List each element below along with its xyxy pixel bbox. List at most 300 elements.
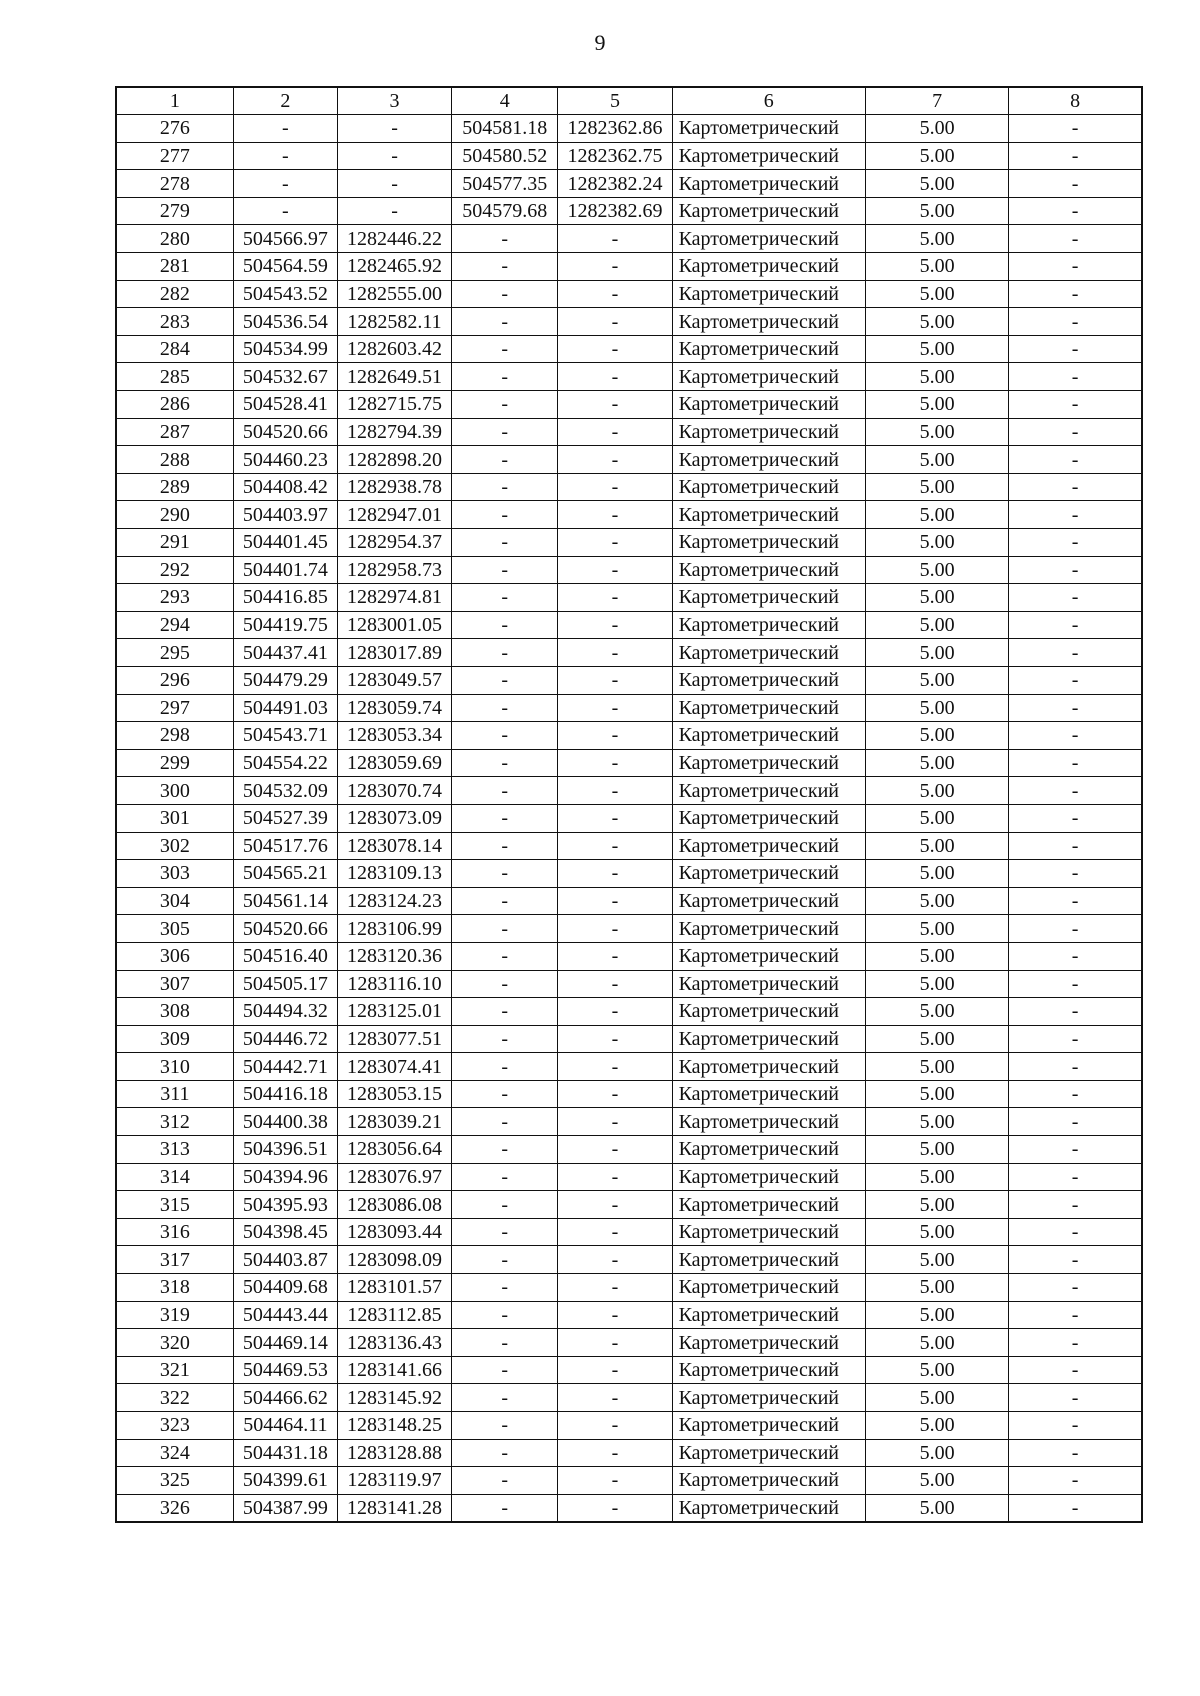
- cell-new-y: -: [558, 308, 672, 336]
- cell-existing-x: 504396.51: [233, 1136, 337, 1164]
- cell-existing-x: 504479.29: [233, 666, 337, 694]
- cell-point-number: 319: [116, 1301, 233, 1329]
- cell-new-y: -: [558, 253, 672, 281]
- cell-new-x: -: [452, 804, 558, 832]
- cell-description: -: [1009, 666, 1142, 694]
- cell-point-number: 299: [116, 749, 233, 777]
- table-body: [116, 115, 1142, 1522]
- table-row: [116, 832, 1142, 860]
- cell-new-x: -: [452, 1356, 558, 1384]
- column-header-4: 4: [452, 87, 558, 115]
- cell-point-number: 309: [116, 1025, 233, 1053]
- cell-point-number: 285: [116, 363, 233, 391]
- cell-new-y: -: [558, 1329, 672, 1357]
- cell-existing-x: 504416.18: [233, 1080, 337, 1108]
- cell-description: -: [1009, 1384, 1142, 1412]
- table-row: [116, 529, 1142, 557]
- cell-accuracy: 5.00: [865, 1080, 1008, 1108]
- cell-new-x: -: [452, 1108, 558, 1136]
- cell-new-y: -: [558, 1412, 672, 1440]
- cell-description: -: [1009, 694, 1142, 722]
- cell-existing-y: 1283017.89: [337, 639, 451, 667]
- table-row: [116, 142, 1142, 170]
- cell-description: -: [1009, 1274, 1142, 1302]
- cell-accuracy: 5.00: [865, 584, 1008, 612]
- table-row: [116, 942, 1142, 970]
- cell-existing-y: 1282947.01: [337, 501, 451, 529]
- cell-description: -: [1009, 391, 1142, 419]
- cell-existing-y: 1282715.75: [337, 391, 451, 419]
- cell-new-y: -: [558, 639, 672, 667]
- table-row: [116, 1025, 1142, 1053]
- cell-accuracy: 5.00: [865, 363, 1008, 391]
- table-row: [116, 1274, 1142, 1302]
- cell-accuracy: 5.00: [865, 1301, 1008, 1329]
- cell-description: -: [1009, 1136, 1142, 1164]
- cell-existing-x: 504532.67: [233, 363, 337, 391]
- cell-description: -: [1009, 308, 1142, 336]
- cell-new-y: -: [558, 804, 672, 832]
- table-row: [116, 611, 1142, 639]
- cell-method: Картометрический: [672, 335, 865, 363]
- cell-new-y: -: [558, 666, 672, 694]
- cell-description: -: [1009, 722, 1142, 750]
- cell-new-x: -: [452, 556, 558, 584]
- cell-existing-y: 1283128.88: [337, 1439, 451, 1467]
- cell-description: -: [1009, 1025, 1142, 1053]
- cell-point-number: 316: [116, 1218, 233, 1246]
- cell-description: -: [1009, 1494, 1142, 1522]
- cell-new-x: -: [452, 1246, 558, 1274]
- cell-existing-y: 1283077.51: [337, 1025, 451, 1053]
- cell-new-y: -: [558, 1439, 672, 1467]
- cell-method: Картометрический: [672, 1163, 865, 1191]
- cell-existing-x: 504564.59: [233, 253, 337, 281]
- cell-point-number: 293: [116, 584, 233, 612]
- cell-point-number: 298: [116, 722, 233, 750]
- cell-description: -: [1009, 860, 1142, 888]
- cell-point-number: 287: [116, 418, 233, 446]
- cell-accuracy: 5.00: [865, 1108, 1008, 1136]
- cell-new-y: -: [558, 970, 672, 998]
- cell-new-x: -: [452, 639, 558, 667]
- cell-point-number: 306: [116, 942, 233, 970]
- cell-accuracy: 5.00: [865, 1246, 1008, 1274]
- cell-description: -: [1009, 197, 1142, 225]
- cell-accuracy: 5.00: [865, 170, 1008, 198]
- cell-description: -: [1009, 915, 1142, 943]
- cell-accuracy: 5.00: [865, 556, 1008, 584]
- cell-existing-y: -: [337, 142, 451, 170]
- table-row: [116, 1108, 1142, 1136]
- cell-existing-y: 1283098.09: [337, 1246, 451, 1274]
- cell-existing-x: 504561.14: [233, 887, 337, 915]
- cell-existing-x: 504528.41: [233, 391, 337, 419]
- table-row: [116, 915, 1142, 943]
- cell-existing-y: 1283109.13: [337, 860, 451, 888]
- cell-new-y: -: [558, 446, 672, 474]
- cell-new-y: -: [558, 556, 672, 584]
- cell-new-x: -: [452, 1384, 558, 1412]
- cell-point-number: 302: [116, 832, 233, 860]
- table-row: [116, 363, 1142, 391]
- cell-description: -: [1009, 1218, 1142, 1246]
- table-row: [116, 280, 1142, 308]
- cell-new-y: -: [558, 832, 672, 860]
- table-row: [116, 418, 1142, 446]
- cell-point-number: 286: [116, 391, 233, 419]
- cell-accuracy: 5.00: [865, 860, 1008, 888]
- cell-new-y: -: [558, 1025, 672, 1053]
- cell-existing-x: 504527.39: [233, 804, 337, 832]
- cell-description: -: [1009, 253, 1142, 281]
- cell-method: Картометрический: [672, 1053, 865, 1081]
- cell-point-number: 303: [116, 860, 233, 888]
- cell-existing-y: 1283125.01: [337, 998, 451, 1026]
- cell-existing-x: 504469.14: [233, 1329, 337, 1357]
- table-row: [116, 1384, 1142, 1412]
- cell-new-x: -: [452, 1467, 558, 1495]
- column-header-3: 3: [337, 87, 451, 115]
- cell-new-y: -: [558, 777, 672, 805]
- cell-accuracy: 5.00: [865, 115, 1008, 143]
- column-header-5: 5: [558, 87, 672, 115]
- cell-existing-x: 504565.21: [233, 860, 337, 888]
- table-row: [116, 1246, 1142, 1274]
- cell-method: Картометрический: [672, 970, 865, 998]
- table-row: [116, 308, 1142, 336]
- cell-method: Картометрический: [672, 942, 865, 970]
- cell-method: Картометрический: [672, 1356, 865, 1384]
- cell-accuracy: 5.00: [865, 1218, 1008, 1246]
- table-row: [116, 804, 1142, 832]
- cell-description: -: [1009, 473, 1142, 501]
- cell-description: -: [1009, 942, 1142, 970]
- cell-point-number: 278: [116, 170, 233, 198]
- cell-new-y: -: [558, 225, 672, 253]
- cell-existing-y: 1282958.73: [337, 556, 451, 584]
- table-row: [116, 777, 1142, 805]
- cell-new-x: -: [452, 280, 558, 308]
- cell-method: Картометрический: [672, 142, 865, 170]
- cell-existing-y: 1283001.05: [337, 611, 451, 639]
- page-number: 9: [594, 30, 606, 55]
- cell-new-y: 1282382.69: [558, 197, 672, 225]
- cell-existing-y: 1282582.11: [337, 308, 451, 336]
- cell-new-x: -: [452, 1191, 558, 1219]
- cell-point-number: 297: [116, 694, 233, 722]
- cell-existing-x: 504494.32: [233, 998, 337, 1026]
- cell-accuracy: 5.00: [865, 1329, 1008, 1357]
- cell-existing-x: 504543.71: [233, 722, 337, 750]
- cell-description: -: [1009, 1356, 1142, 1384]
- cell-point-number: 296: [116, 666, 233, 694]
- cell-accuracy: 5.00: [865, 777, 1008, 805]
- cell-new-x: -: [452, 473, 558, 501]
- cell-existing-y: 1282974.81: [337, 584, 451, 612]
- cell-new-y: -: [558, 1467, 672, 1495]
- cell-existing-y: 1283120.36: [337, 942, 451, 970]
- cell-existing-y: 1282954.37: [337, 529, 451, 557]
- cell-accuracy: 5.00: [865, 1412, 1008, 1440]
- cell-new-y: -: [558, 1218, 672, 1246]
- cell-accuracy: 5.00: [865, 529, 1008, 557]
- cell-new-x: -: [452, 308, 558, 336]
- cell-new-x: -: [452, 998, 558, 1026]
- cell-point-number: 308: [116, 998, 233, 1026]
- cell-new-x: -: [452, 722, 558, 750]
- cell-point-number: 310: [116, 1053, 233, 1081]
- cell-method: Картометрический: [672, 1274, 865, 1302]
- cell-accuracy: 5.00: [865, 1136, 1008, 1164]
- cell-new-x: -: [452, 749, 558, 777]
- cell-point-number: 307: [116, 970, 233, 998]
- table-row: [116, 556, 1142, 584]
- cell-existing-y: 1283049.57: [337, 666, 451, 694]
- cell-existing-x: 504403.97: [233, 501, 337, 529]
- cell-existing-x: 504536.54: [233, 308, 337, 336]
- cell-accuracy: 5.00: [865, 970, 1008, 998]
- cell-new-x: -: [452, 1274, 558, 1302]
- column-header-1: 1: [116, 87, 233, 115]
- cell-new-y: -: [558, 998, 672, 1026]
- table-row: [116, 1218, 1142, 1246]
- table-row: [116, 1329, 1142, 1357]
- cell-accuracy: 5.00: [865, 694, 1008, 722]
- cell-method: Картометрический: [672, 887, 865, 915]
- cell-description: -: [1009, 529, 1142, 557]
- cell-new-x: -: [452, 915, 558, 943]
- cell-point-number: 320: [116, 1329, 233, 1357]
- cell-new-y: -: [558, 915, 672, 943]
- cell-point-number: 295: [116, 639, 233, 667]
- cell-method: Картометрический: [672, 998, 865, 1026]
- cell-existing-x: 504442.71: [233, 1053, 337, 1081]
- cell-new-y: -: [558, 1053, 672, 1081]
- table-row: [116, 1080, 1142, 1108]
- cell-new-x: 504581.18: [452, 115, 558, 143]
- cell-existing-y: 1283070.74: [337, 777, 451, 805]
- cell-method: Картометрический: [672, 529, 865, 557]
- cell-existing-y: 1283093.44: [337, 1218, 451, 1246]
- cell-existing-x: 504394.96: [233, 1163, 337, 1191]
- cell-new-y: -: [558, 391, 672, 419]
- cell-point-number: 281: [116, 253, 233, 281]
- cell-new-x: -: [452, 611, 558, 639]
- cell-existing-y: 1282603.42: [337, 335, 451, 363]
- cell-existing-y: 1283056.64: [337, 1136, 451, 1164]
- cell-description: -: [1009, 1053, 1142, 1081]
- cell-point-number: 280: [116, 225, 233, 253]
- cell-accuracy: 5.00: [865, 308, 1008, 336]
- cell-point-number: 291: [116, 529, 233, 557]
- cell-new-y: -: [558, 1108, 672, 1136]
- cell-existing-x: 504446.72: [233, 1025, 337, 1053]
- table-row: [116, 666, 1142, 694]
- column-header-6: 6: [672, 87, 865, 115]
- table-row: [116, 860, 1142, 888]
- table-row: [116, 1439, 1142, 1467]
- cell-new-y: -: [558, 529, 672, 557]
- cell-existing-x: 504491.03: [233, 694, 337, 722]
- cell-existing-x: 504409.68: [233, 1274, 337, 1302]
- column-header-8: 8: [1009, 87, 1142, 115]
- cell-description: -: [1009, 804, 1142, 832]
- cell-existing-x: -: [233, 142, 337, 170]
- cell-existing-x: 504395.93: [233, 1191, 337, 1219]
- cell-point-number: 279: [116, 197, 233, 225]
- cell-new-y: -: [558, 1191, 672, 1219]
- cell-accuracy: 5.00: [865, 225, 1008, 253]
- cell-new-x: -: [452, 446, 558, 474]
- cell-existing-y: 1282794.39: [337, 418, 451, 446]
- cell-new-x: -: [452, 1218, 558, 1246]
- cell-new-y: -: [558, 1494, 672, 1522]
- table-row: [116, 225, 1142, 253]
- cell-description: -: [1009, 363, 1142, 391]
- cell-accuracy: 5.00: [865, 473, 1008, 501]
- coordinates-table: [115, 86, 1143, 1523]
- cell-point-number: 314: [116, 1163, 233, 1191]
- cell-existing-x: 504532.09: [233, 777, 337, 805]
- cell-method: Картометрический: [672, 1439, 865, 1467]
- cell-existing-x: 504398.45: [233, 1218, 337, 1246]
- cell-existing-y: 1283106.99: [337, 915, 451, 943]
- cell-method: Картометрический: [672, 1329, 865, 1357]
- table-row: [116, 501, 1142, 529]
- cell-description: -: [1009, 639, 1142, 667]
- cell-description: -: [1009, 777, 1142, 805]
- cell-existing-x: 504517.76: [233, 832, 337, 860]
- cell-existing-y: 1283074.41: [337, 1053, 451, 1081]
- cell-accuracy: 5.00: [865, 1191, 1008, 1219]
- cell-existing-x: 504469.53: [233, 1356, 337, 1384]
- cell-new-y: -: [558, 418, 672, 446]
- cell-point-number: 288: [116, 446, 233, 474]
- cell-new-y: 1282362.75: [558, 142, 672, 170]
- cell-existing-x: 504520.66: [233, 418, 337, 446]
- cell-new-y: -: [558, 1246, 672, 1274]
- cell-existing-x: 504387.99: [233, 1494, 337, 1522]
- cell-accuracy: 5.00: [865, 915, 1008, 943]
- cell-description: -: [1009, 1467, 1142, 1495]
- cell-method: Картометрический: [672, 1025, 865, 1053]
- cell-accuracy: 5.00: [865, 280, 1008, 308]
- cell-description: -: [1009, 418, 1142, 446]
- cell-method: Картометрический: [672, 694, 865, 722]
- cell-existing-x: 504516.40: [233, 942, 337, 970]
- table-row: [116, 749, 1142, 777]
- cell-new-x: -: [452, 1412, 558, 1440]
- table-row: [116, 1191, 1142, 1219]
- cell-existing-y: 1283145.92: [337, 1384, 451, 1412]
- cell-existing-x: -: [233, 197, 337, 225]
- cell-accuracy: 5.00: [865, 1025, 1008, 1053]
- cell-point-number: 284: [116, 335, 233, 363]
- cell-description: -: [1009, 225, 1142, 253]
- cell-point-number: 289: [116, 473, 233, 501]
- cell-description: -: [1009, 1108, 1142, 1136]
- cell-new-x: -: [452, 694, 558, 722]
- cell-method: Картометрический: [672, 915, 865, 943]
- cell-method: Картометрический: [672, 1191, 865, 1219]
- cell-method: Картометрический: [672, 1246, 865, 1274]
- cell-existing-y: 1283059.74: [337, 694, 451, 722]
- cell-existing-y: 1283053.34: [337, 722, 451, 750]
- cell-new-x: 504577.35: [452, 170, 558, 198]
- table-row: [116, 446, 1142, 474]
- cell-existing-y: 1283116.10: [337, 970, 451, 998]
- cell-new-x: -: [452, 1439, 558, 1467]
- cell-existing-y: 1282465.92: [337, 253, 451, 281]
- cell-method: Картометрический: [672, 473, 865, 501]
- table-row: [116, 1412, 1142, 1440]
- cell-description: -: [1009, 280, 1142, 308]
- cell-new-y: -: [558, 694, 672, 722]
- cell-method: Картометрический: [672, 1494, 865, 1522]
- cell-new-y: -: [558, 501, 672, 529]
- cell-existing-x: 504520.66: [233, 915, 337, 943]
- cell-method: Картометрический: [672, 1108, 865, 1136]
- column-header-7: 7: [865, 87, 1008, 115]
- cell-point-number: 313: [116, 1136, 233, 1164]
- cell-description: -: [1009, 1246, 1142, 1274]
- cell-point-number: 311: [116, 1080, 233, 1108]
- cell-accuracy: 5.00: [865, 887, 1008, 915]
- cell-new-x: -: [452, 1025, 558, 1053]
- table-row: [116, 694, 1142, 722]
- cell-new-x: -: [452, 1080, 558, 1108]
- cell-new-x: -: [452, 363, 558, 391]
- cell-new-x: 504579.68: [452, 197, 558, 225]
- cell-description: -: [1009, 142, 1142, 170]
- cell-new-x: -: [452, 1329, 558, 1357]
- cell-new-x: -: [452, 584, 558, 612]
- table-row: [116, 391, 1142, 419]
- cell-existing-x: 504416.85: [233, 584, 337, 612]
- column-header-2: 2: [233, 87, 337, 115]
- table-row: [116, 887, 1142, 915]
- cell-point-number: 315: [116, 1191, 233, 1219]
- cell-method: Картометрический: [672, 363, 865, 391]
- cell-description: -: [1009, 1301, 1142, 1329]
- cell-accuracy: 5.00: [865, 1274, 1008, 1302]
- cell-description: -: [1009, 501, 1142, 529]
- cell-method: Картометрический: [672, 308, 865, 336]
- cell-new-y: -: [558, 584, 672, 612]
- cell-point-number: 323: [116, 1412, 233, 1440]
- cell-existing-y: 1283101.57: [337, 1274, 451, 1302]
- cell-new-y: 1282382.24: [558, 170, 672, 198]
- cell-existing-x: 504431.18: [233, 1439, 337, 1467]
- cell-point-number: 294: [116, 611, 233, 639]
- cell-existing-y: 1283136.43: [337, 1329, 451, 1357]
- cell-point-number: 317: [116, 1246, 233, 1274]
- cell-existing-y: 1283039.21: [337, 1108, 451, 1136]
- cell-existing-y: 1283124.23: [337, 887, 451, 915]
- cell-new-y: -: [558, 887, 672, 915]
- cell-method: Картометрический: [672, 253, 865, 281]
- cell-new-x: -: [452, 335, 558, 363]
- cell-existing-y: 1283078.14: [337, 832, 451, 860]
- table-row: [116, 1356, 1142, 1384]
- cell-point-number: 312: [116, 1108, 233, 1136]
- cell-new-x: -: [452, 529, 558, 557]
- cell-method: Картометрический: [672, 115, 865, 143]
- cell-method: Картометрический: [672, 170, 865, 198]
- cell-method: Картометрический: [672, 749, 865, 777]
- cell-accuracy: 5.00: [865, 666, 1008, 694]
